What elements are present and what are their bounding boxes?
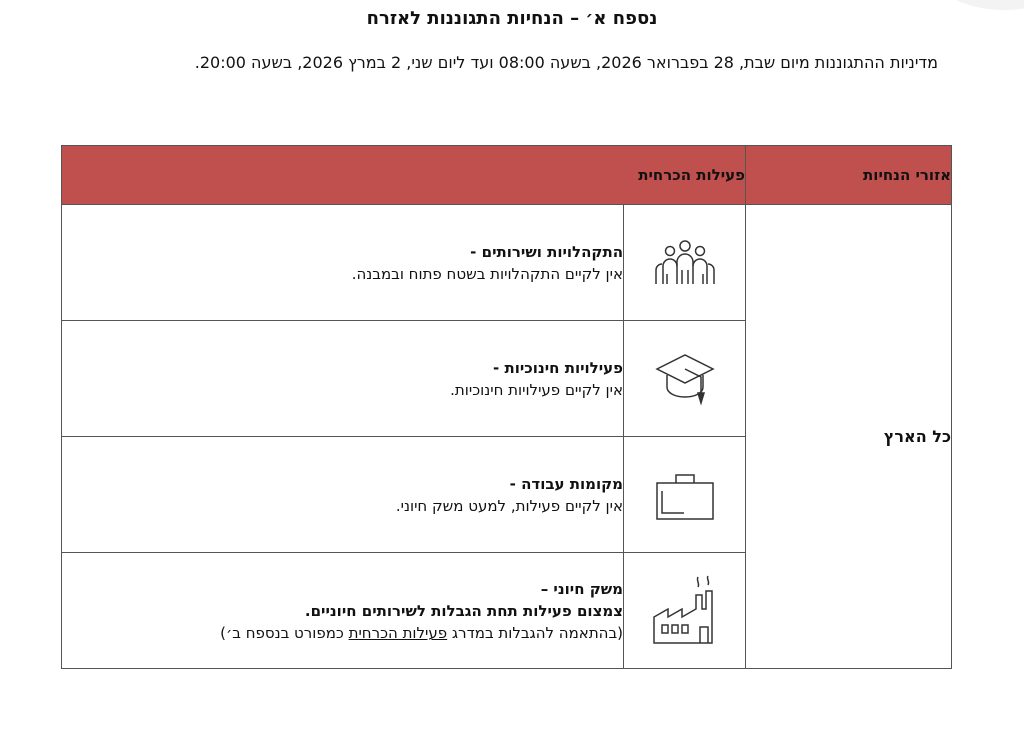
icon-cell — [624, 437, 746, 553]
icon-cell — [624, 321, 746, 437]
row-heading: משק חיוני – — [540, 579, 624, 598]
policy-intro: מדיניות ההתגוננות מיום שבת, 28 בפברואר 2026, בשעה 08:00 ועד ליום שני, 2 במרץ 2026, בשעה 20:00. — [194, 53, 938, 72]
row-desc — [62, 205, 624, 321]
row-subheading: צמצום פעילות תחת הגבלות לשירותים חיוניים. — [304, 601, 624, 620]
people-group-icon — [651, 238, 719, 288]
page-title: נספח א׳ – הנחיות התגוננות לאזרח — [366, 8, 658, 29]
row-text: אין לקיים פעילות, למעט משק חיוני. — [395, 496, 624, 515]
header-regions: אזורי הנחיות — [746, 146, 952, 205]
note-suffix: כמפורט בנספח ב׳) — [220, 623, 349, 642]
row-note — [62, 622, 623, 644]
note-prefix: (בהתאמה להגבלות במדרג — [447, 623, 624, 642]
row-desc — [62, 553, 624, 669]
graduation-cap-icon — [653, 349, 717, 409]
row-text: אין לקיים התקהלויות בשטח פתוח ובמבנה. — [351, 264, 624, 283]
guidelines-table — [61, 145, 952, 669]
briefcase-icon — [654, 467, 716, 523]
icon-cell — [624, 205, 746, 321]
header-activity: פעילות הכרחית — [62, 146, 746, 205]
row-heading: פעילויות חינוכיות - — [493, 358, 624, 377]
corner-decoration — [924, 0, 1024, 10]
region-cell: כל הארץ — [746, 205, 952, 669]
table-row — [62, 205, 952, 321]
row-text: אין לקיים פעילויות חינוכיות. — [450, 380, 624, 399]
row-heading: התקהלויות ושירותים - — [470, 242, 624, 261]
note-link: פעילות הכרחית — [348, 623, 448, 642]
row-desc — [62, 437, 624, 553]
row-heading: מקומות עבודה - — [509, 474, 624, 493]
icon-cell — [624, 553, 746, 669]
factory-icon — [648, 575, 722, 647]
table-header-row — [62, 146, 952, 205]
row-desc — [62, 321, 624, 437]
